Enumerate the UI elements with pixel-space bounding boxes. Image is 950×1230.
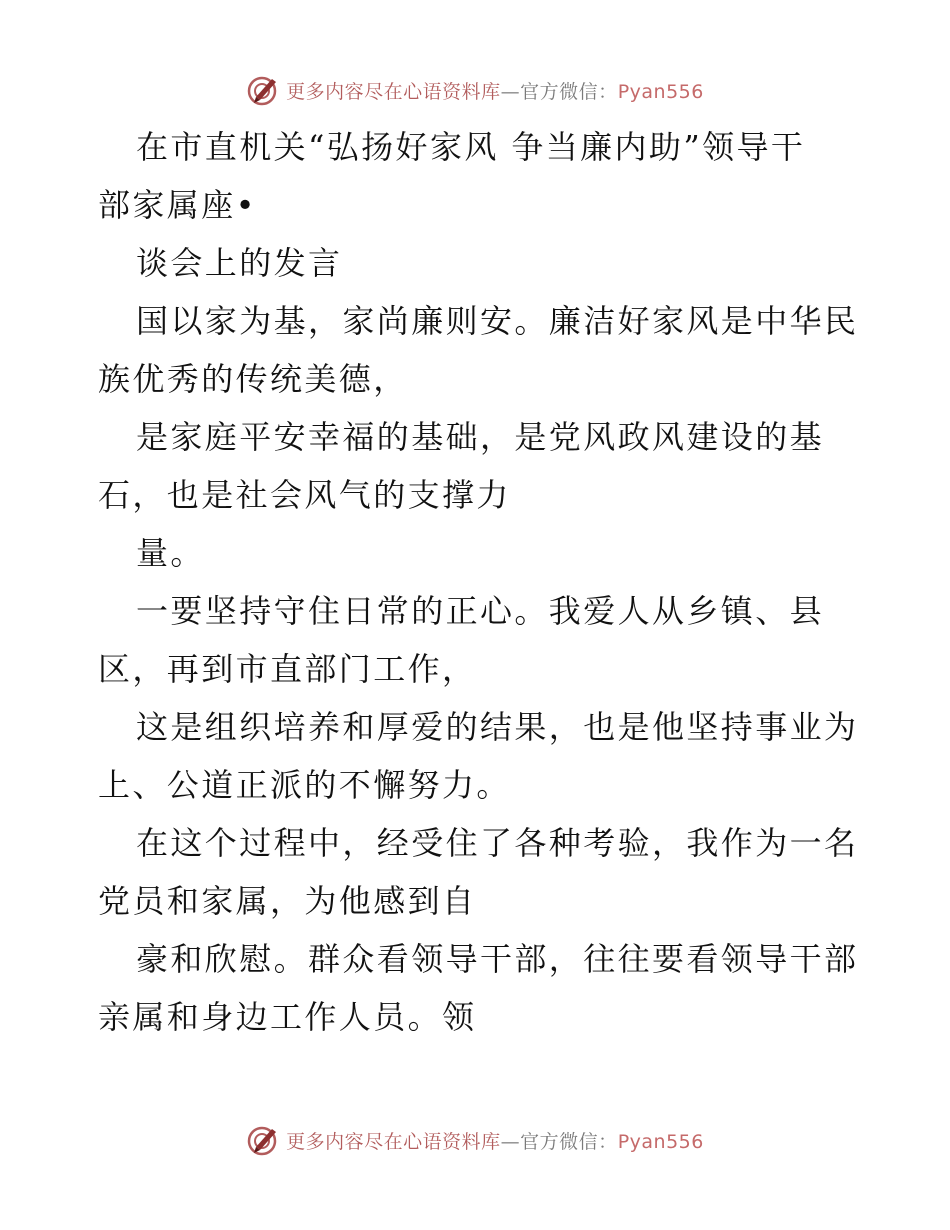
text-line: 谈会上的发言 <box>136 244 343 282</box>
text-line: 在市直机关“弘扬好家风 争当廉内助”领导干 <box>136 128 806 166</box>
banner-text <box>286 77 704 104</box>
pen-logo-icon <box>246 1123 280 1157</box>
header-banner <box>0 70 950 110</box>
official-label: 官方微信： <box>520 1130 618 1153</box>
text-line: 上、公道正派的不懈努力。 <box>98 766 511 804</box>
footer-banner <box>0 1120 950 1160</box>
text-line: 是家庭平安幸福的基础，是党风政风建设的基 <box>136 418 825 456</box>
wechat-id: Pyan556 <box>617 80 704 103</box>
text-line: 部家属座• <box>98 186 257 224</box>
pen-logo-icon <box>246 73 280 107</box>
wechat-id: Pyan556 <box>617 1130 704 1153</box>
text-line: 石，也是社会风气的支撑力 <box>98 476 511 514</box>
text-line: 党员和家属，为他感到自 <box>98 882 477 920</box>
text-line: 豪和欣慰。群众看领导干部，往往要看领导干部 <box>136 940 859 978</box>
banner-dash: — <box>500 80 521 103</box>
document-body <box>98 118 858 1046</box>
site-name: 更多内容尽在心语资料库 <box>286 1130 501 1153</box>
text-line: 量。 <box>136 534 205 572</box>
official-label: 官方微信： <box>520 80 618 103</box>
text-line: 在这个过程中，经受住了各种考验，我作为一名 <box>136 824 859 862</box>
text-line: 族优秀的传统美德， <box>98 360 408 398</box>
text-line: 一要坚持守住日常的正心。我爱人从乡镇、县 <box>136 592 825 630</box>
text-line: 区，再到市直部门工作， <box>98 650 477 688</box>
site-name: 更多内容尽在心语资料库 <box>286 80 501 103</box>
text-line: 国以家为基，家尚廉则安。廉洁好家风是中华民 <box>136 302 859 340</box>
text-line: 这是组织培养和厚爱的结果，也是他坚持事业为 <box>136 708 859 746</box>
text-line: 亲属和身边工作人员。领 <box>98 998 477 1036</box>
banner-dash: — <box>500 1130 521 1153</box>
banner-text <box>286 1127 704 1154</box>
